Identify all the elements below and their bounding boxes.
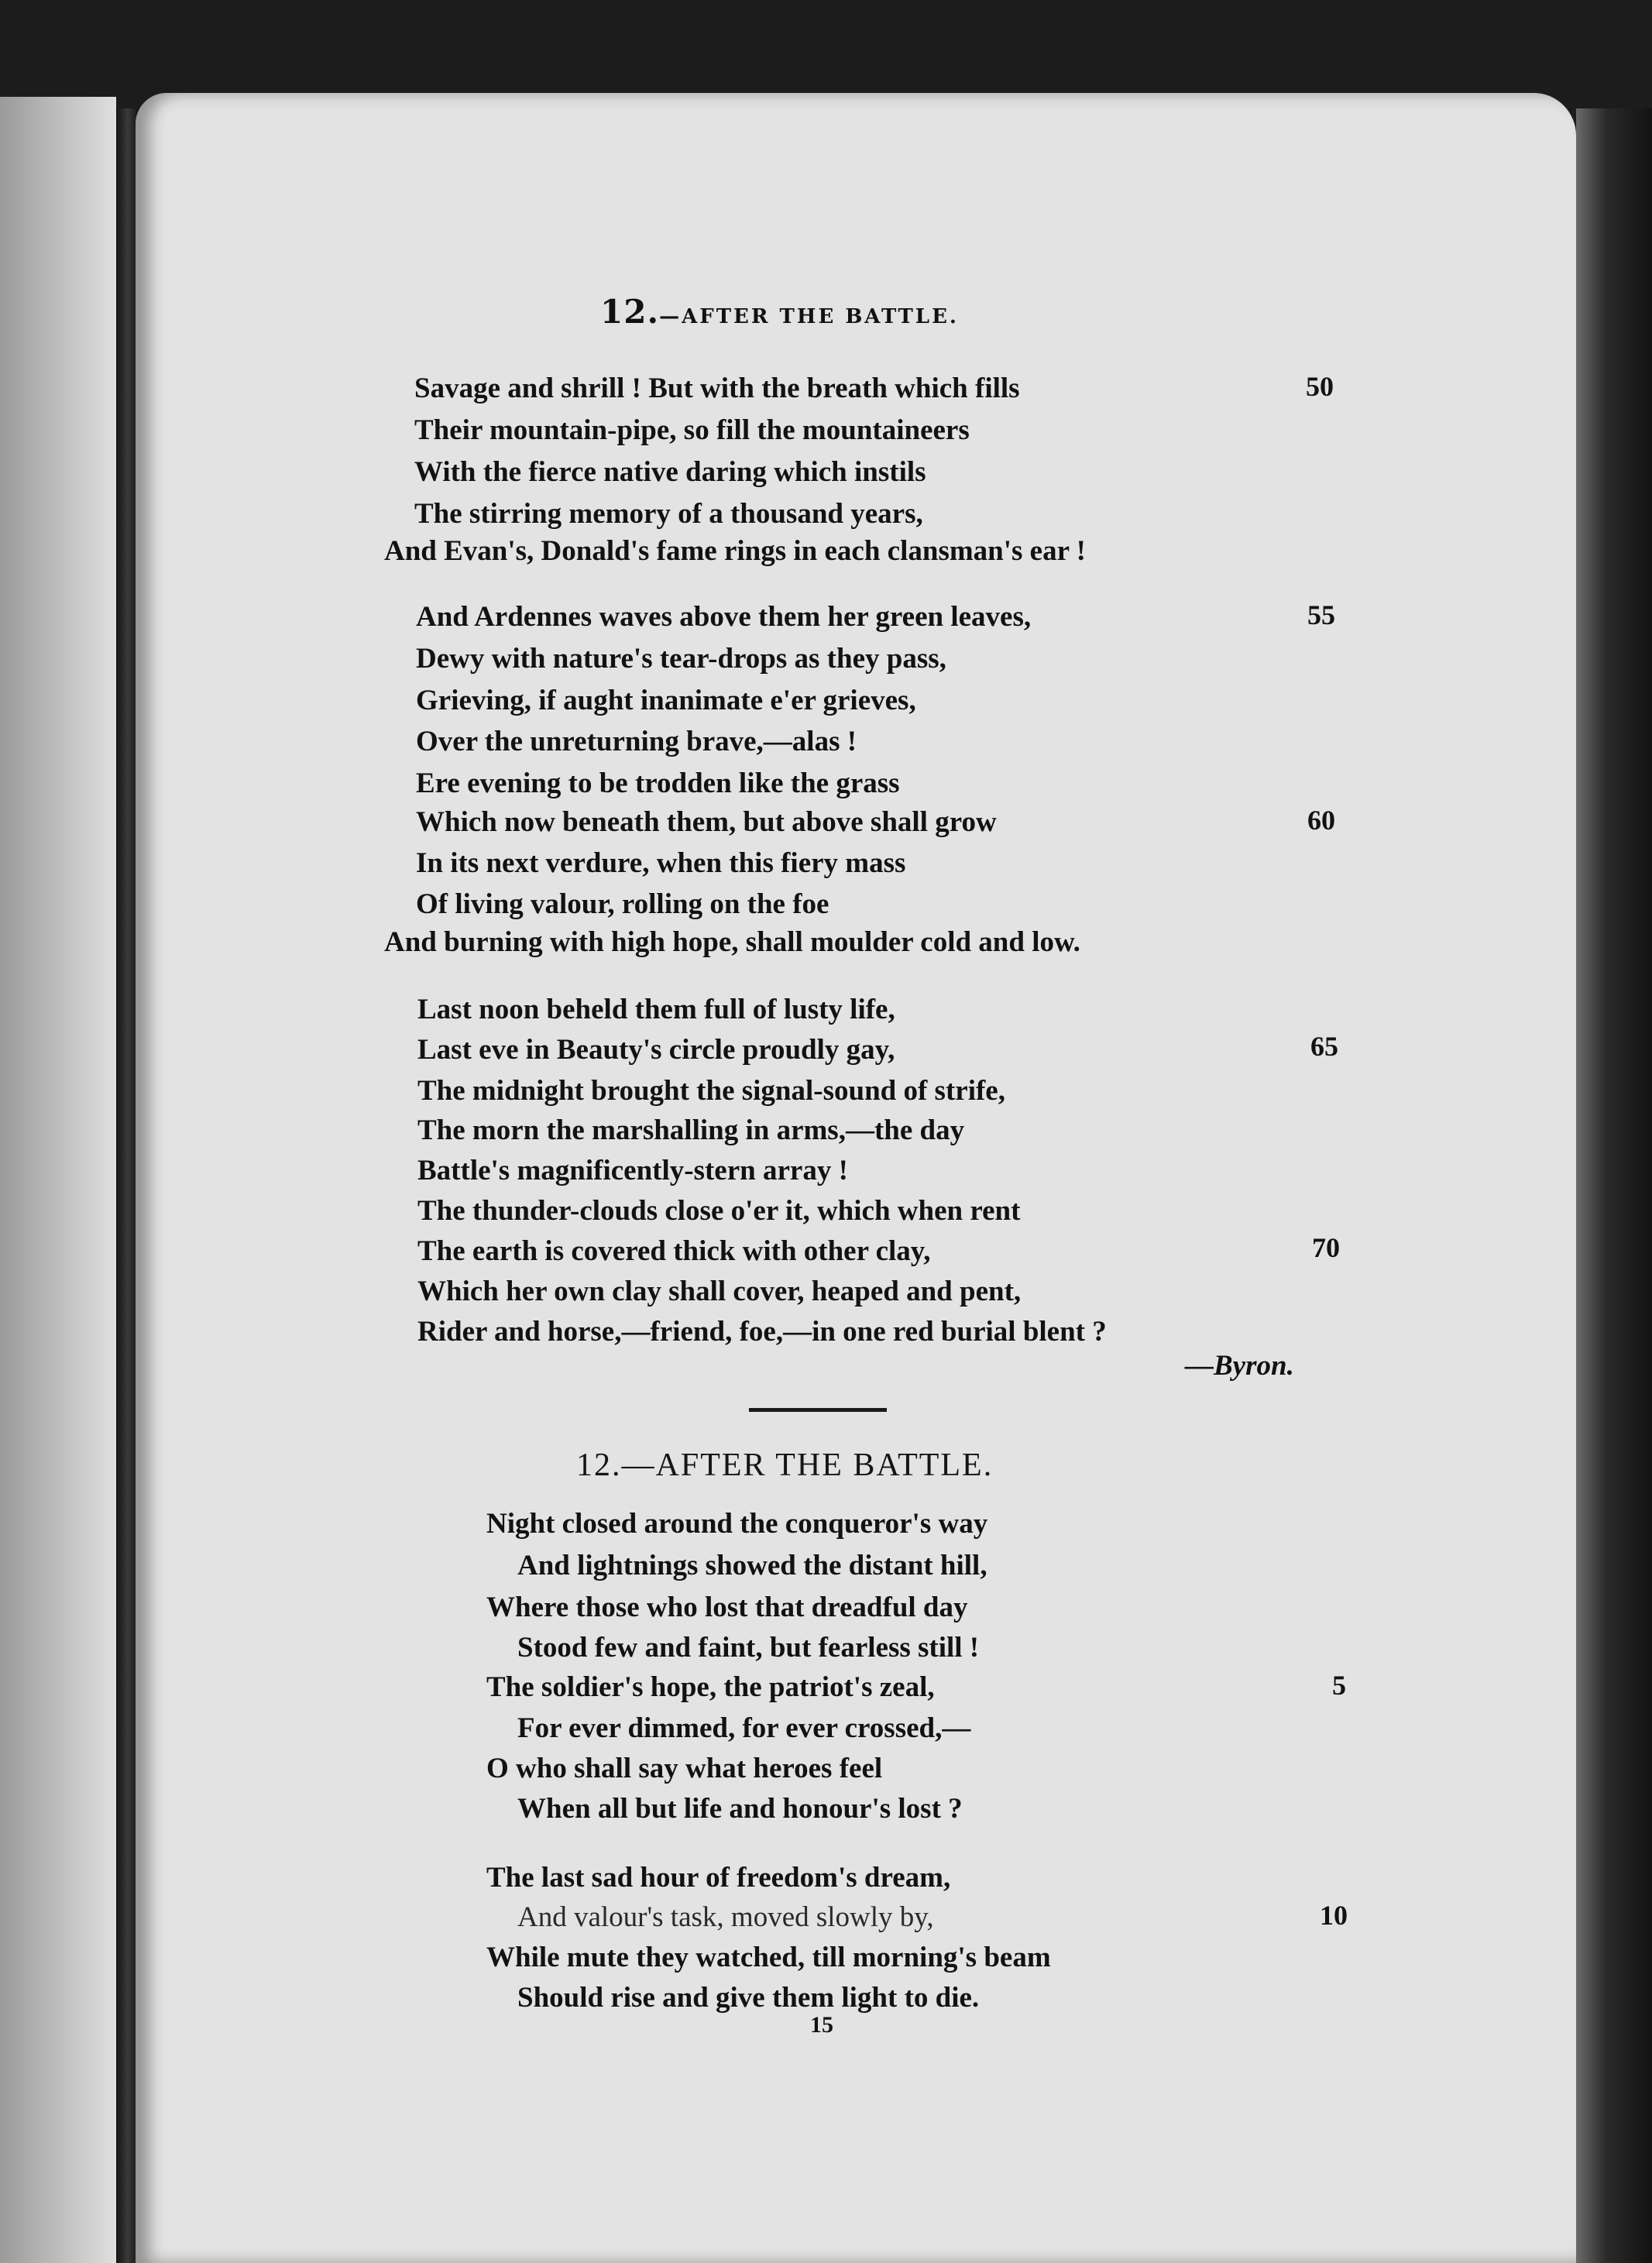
poem-line: And burning with high hope, shall moulder cold and low. xyxy=(384,926,1080,958)
poem-line: In its next verdure, when this fiery mass xyxy=(416,847,906,879)
attribution: —Byron. xyxy=(1185,1350,1294,1382)
section-divider xyxy=(749,1408,887,1412)
poem-line: The soldier's hope, the patriot's zeal, xyxy=(486,1671,935,1703)
poem-line: And lightnings showed the distant hill, xyxy=(517,1550,987,1581)
line-number: 60 xyxy=(1307,805,1335,836)
poem-line: Savage and shrill ! But with the breath which fills xyxy=(414,373,1020,404)
poem-line: Ere evening to be trodden like the grass xyxy=(416,767,900,799)
poem-line: Stood few and faint, but fearless still ! xyxy=(517,1632,980,1664)
poem-line: The midnight brought the signal-sound of strife, xyxy=(417,1075,1005,1107)
poem-line: And Evan's, Donald's fame rings in each clansman's ear ! xyxy=(384,535,1086,567)
poem-line: Battle's magnificently-stern array ! xyxy=(417,1155,848,1186)
poem-line: The morn the marshalling in arms,—the day xyxy=(417,1114,965,1146)
poem-line: The last sad hour of freedom's dream, xyxy=(486,1862,951,1894)
poem-line: Over the unreturning brave,—alas ! xyxy=(416,726,857,757)
poem-line: Should rise and give them light to die. xyxy=(517,1982,980,2014)
poem-line: And valour's task, moved slowly by, xyxy=(517,1901,934,1933)
line-number: 65 xyxy=(1310,1031,1338,1062)
line-number: 70 xyxy=(1312,1232,1340,1263)
running-header xyxy=(600,293,959,331)
poem-line: Of living valour, rolling on the foe xyxy=(416,888,829,920)
poem-line: Which now beneath them, but above shall grow xyxy=(416,806,997,838)
line-number: 50 xyxy=(1306,371,1334,402)
poem-line: Rider and horse,—friend, foe,—in one red burial blent ? xyxy=(417,1316,1107,1348)
running-header-title: —AFTER THE BATTLE. xyxy=(659,305,959,328)
poem-line: O who shall say what heroes feel xyxy=(486,1753,883,1784)
poem-line: Grieving, if aught inanimate e'er grieves, xyxy=(416,685,916,716)
line-number: 5 xyxy=(1332,1670,1346,1701)
poem-line: When all but life and honour's lost ? xyxy=(517,1793,963,1825)
poem-title: 12.—AFTER THE BATTLE. xyxy=(576,1447,994,1483)
poem-line: The stirring memory of a thousand years, xyxy=(414,498,923,530)
poem-line: Last eve in Beauty's circle proudly gay, xyxy=(417,1034,895,1066)
poem-line: For ever dimmed, for ever crossed,— xyxy=(517,1712,971,1744)
poem-line: Last noon beheld them full of lusty life, xyxy=(417,994,895,1025)
poem-line: Which her own clay shall cover, heaped and pent, xyxy=(417,1276,1022,1307)
poem-line: Dewy with nature's tear-drops as they pass, xyxy=(416,643,946,675)
line-number: 55 xyxy=(1307,599,1335,630)
poem-line: Where those who lost that dreadful day xyxy=(486,1592,968,1623)
page-number: 15 xyxy=(810,2012,833,2038)
poem-line: Their mountain-pipe, so fill the mountaineers xyxy=(414,414,970,446)
poem-line: And Ardennes waves above them her green leaves, xyxy=(416,601,1032,633)
poem-line: With the fierce native daring which instils xyxy=(414,456,926,488)
poem-line: The earth is covered thick with other clay, xyxy=(417,1235,931,1267)
poem-line: The thunder-clouds close o'er it, which when rent xyxy=(417,1195,1021,1227)
poem-line: While mute they watched, till morning's beam xyxy=(486,1942,1051,1973)
poem-line: Night closed around the conqueror's way xyxy=(486,1508,988,1540)
running-header-number: 12. xyxy=(600,293,660,331)
line-number: 10 xyxy=(1320,1900,1348,1931)
